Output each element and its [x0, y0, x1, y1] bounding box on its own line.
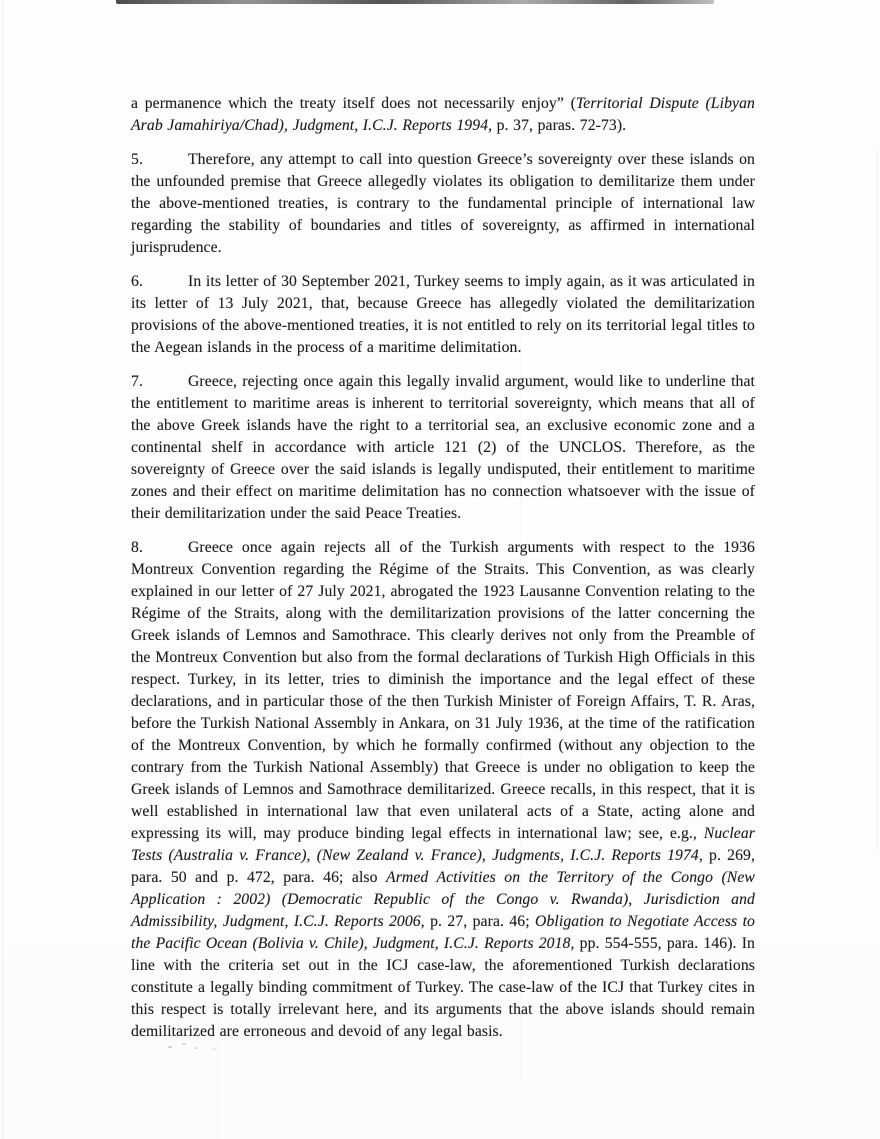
paragraph-text: Greece once again rejects all of the Turkish arguments with respect to the 1936 Montreux Convention regarding the Régime of the Straits. This Convention, as was clearly explained in our letter of 27 July 2021, abrogated the 1923 Lausanne Convention relating to the Régime of the Straits, along with the demilitarization provisions of the latter concerning the Greek islands of Lemnos and Samothrace. This clearly derives not only from the Preamble of the Montreux Convention but also from the formal declarations of Turkish High Officials in this respect. Turkey, in its letter, tries to diminish the importance and the legal effect of these declarations, and in particular those of the then Turkish Minister of Foreign Affairs, T. R. Aras, before the Turkish National Assembly in Ankara, on 31 July 1936, at the time of the ratification of the Montreux Convention, by which he formally confirmed (without any objection to the contrary from the Turkish National Assembly) that Greece is under no obligation to keep the Greek islands of Lemnos and Samothrace demilitarized. Greece recalls, in this respect, that it is well established in international law that even unilateral acts of a State, acting alone and expressing its will, may produce binding legal effects in international law; see, e.g.,: [131, 539, 755, 842]
paragraph-text: , p. 27, para. 46;: [420, 913, 536, 930]
paragraph-text: a permanence which the treaty itself does not necessarily enjoy” (: [131, 95, 576, 112]
paragraph-text: , pp. 554-555, para. 146). In line with the criteria set out in the ICJ case-law, the aforementioned Turkish declarations constitute a legally binding commitment of Turkey. The case-law of the ICJ that Turkey cites in this respect is totally irrelevant here, and its arguments that the above islands should remain demilitarized are erroneous and devoid of any legal basis.: [131, 935, 755, 1040]
case-citation: Nuclear Tests (Australia v. France), (New Zealand v. France), Judgments, I.C.J. Reports 1974: [131, 825, 755, 864]
case-citation: Obligation to Negotiate Access to the Pacific Ocean (Bolivia v. Chile), Judgment, I.C.J. Reports 2018: [131, 913, 755, 952]
paragraph-text: Therefore, any attempt to call into question Greece’s sovereignty over these islands on the unfounded premise that Greece allegedly violates its obligation to demilitarize them under the above-mentioned treaties, is contrary to the fundamental principle of international law regarding the stability of boundaries and titles of sovereignty, as affirmed in international jurisprudence.: [131, 151, 755, 256]
scan-edge-line-left: [2, 0, 3, 1139]
paragraph: [131, 271, 755, 359]
paragraph: [131, 93, 755, 137]
paragraph-text: Greece, rejecting once again this legally invalid argument, would like to underline that the entitlement to maritime areas is inherent to territorial sovereignty, which means that all of the above Greek islands have the right to a territorial sea, an exclusive economic zone and a continental shelf in accordance with article 121 (2) of the UNCLOS. Therefore, as the sovereignty of Greece over the said islands is legally undisputed, their entitlement to maritime zones and their effect on maritime delimitation has no connection whatsoever with the issue of their demilitarization under the said Peace Treaties.: [131, 373, 755, 522]
document-body: [131, 93, 755, 1043]
pencil-smudge: [168, 1046, 172, 1048]
paragraph-text: , p. 269, para. 50 and p. 472, para. 46; also: [131, 847, 755, 886]
scan-edge-line-right: [877, 150, 878, 850]
case-citation: Armed Activities on the Territory of the Congo (New Application : 2002) (Democratic Republic of the Congo v. Rwanda), Jurisdiction and Admissibility, Judgment, I.C.J. Reports 2006: [131, 869, 755, 930]
paragraph-text: In its letter of 30 September 2021, Turkey seems to imply again, as it was articulated in its letter of 13 July 2021, that, because Greece has allegedly violated the demilitarization provisions of the above-mentioned treaties, it is not entitled to rely on its territorial legal titles to the Aegean islands in the process of a maritime delimitation.: [131, 273, 755, 356]
paragraph: [131, 149, 755, 259]
paragraph-number: 6.: [131, 273, 143, 290]
paragraph-number: 8.: [131, 539, 143, 556]
paragraph-number: 7.: [131, 373, 143, 390]
paragraph-number: 5.: [131, 151, 143, 168]
scan-artifact-top-bar: [116, 0, 714, 4]
case-citation: Territorial Dispute (Libyan Arab Jamahiriya/Chad), Judgment, I.C.J. Reports 1994: [131, 95, 755, 134]
paragraph: [131, 537, 755, 1043]
paragraph: [131, 371, 755, 525]
paragraph-text: , p. 37, paras. 72-73).: [488, 117, 627, 134]
